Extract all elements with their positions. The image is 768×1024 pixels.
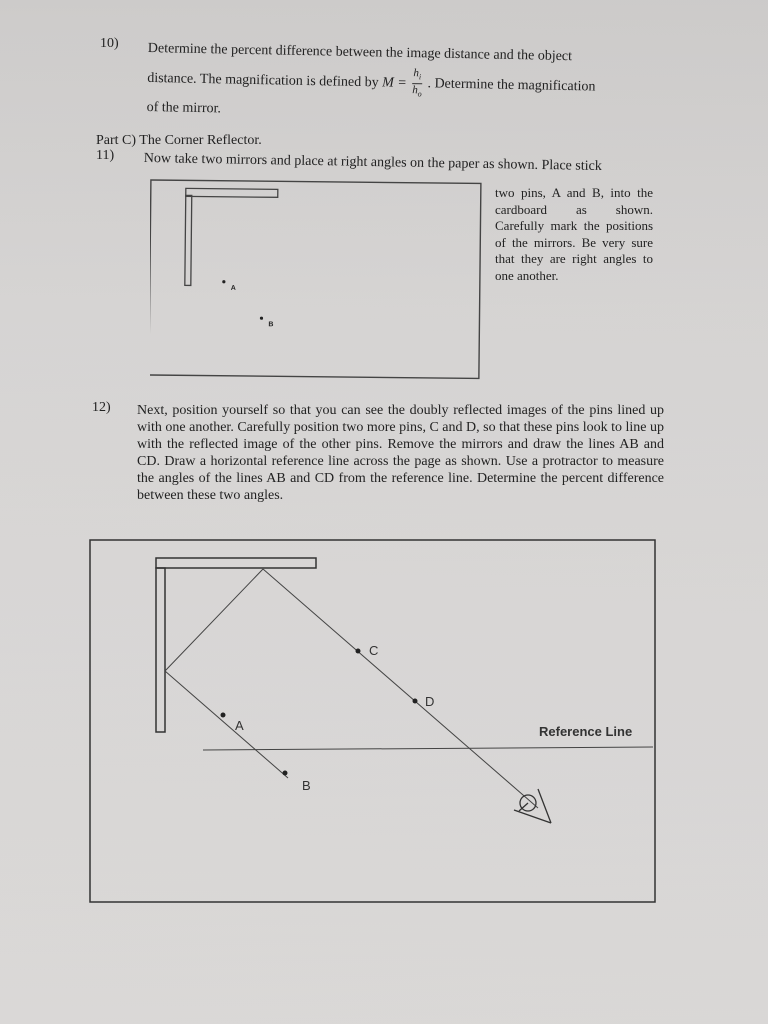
q10-formula-num: h <box>413 67 420 80</box>
q10-formula-den-sub: o <box>417 89 422 99</box>
q10-line2-pre: distance. The magnification is defined by <box>147 70 379 91</box>
q10-line3: of the mirror. <box>146 100 222 117</box>
q10-formula-den: h <box>412 84 418 97</box>
top-mirror <box>156 558 316 568</box>
q10-line2 <box>147 62 648 105</box>
reference-line <box>203 747 653 750</box>
ray-between-mirrors <box>165 569 263 671</box>
pin-a-dot <box>222 280 225 283</box>
q10-formula-lhs: M = <box>382 75 407 91</box>
q10-formula-fraction <box>412 67 422 101</box>
side-mirror <box>156 568 165 732</box>
q12-number: 12) <box>92 400 111 415</box>
top-mirror <box>186 188 278 197</box>
pin-b-label: B <box>268 321 274 329</box>
pin-c-label: C <box>369 643 379 658</box>
pin-d-label: D <box>425 694 435 709</box>
pin-b-dot <box>260 317 263 320</box>
cardboard-outline <box>150 180 481 378</box>
q11-number: 11) <box>96 148 115 163</box>
pin-a-label: A <box>230 284 236 292</box>
ray-cd <box>263 569 538 808</box>
corner-reflector-setup-diagram <box>150 172 490 382</box>
pin-d-dot <box>413 699 418 704</box>
pin-a-dot <box>221 713 226 718</box>
partc-title: Part C) The Corner Reflector. <box>96 133 262 148</box>
side-mirror <box>185 195 192 285</box>
pin-c-dot <box>356 649 361 654</box>
eye-icon <box>514 789 551 823</box>
q10-number: 10) <box>100 36 119 51</box>
q10-formula-num-sub: i <box>418 72 422 82</box>
reflected-rays-diagram <box>88 538 668 908</box>
reference-line-label: Reference Line <box>539 724 633 739</box>
pin-a-label: A <box>235 718 244 733</box>
pin-b-dot <box>283 771 288 776</box>
q11-line1: Now take two mirrors and place at right angles on the paper as shown. Place stick <box>143 150 602 174</box>
q10-line1: Determine the percent difference between the image distance and the object <box>147 40 573 65</box>
ray-ab <box>165 671 288 778</box>
q10-text <box>147 40 648 126</box>
diagram-frame <box>90 540 655 902</box>
q11-side-text: two pins, A and B, into the cardboard as shown. Carefully mark the positions of the mirrors. Be very sure that they are right angles to one another. <box>495 185 653 283</box>
q12-text: Next, position yourself so that you can see the doubly reflected images of the pins lined up with one another. Carefully position two more pins, C and D, so that these pins look to line up with the reflected image of the other pins. Remove the mirrors and draw the lines AB and CD. Draw a horizontal reference line across the page as shown. Use a protractor to measure the angles of the lines AB and CD from the reference line. Determine the percent difference between these two angles. <box>137 403 664 503</box>
pin-b-label: B <box>302 778 311 793</box>
q10-line2-post: . Determine the magnification <box>427 76 596 95</box>
